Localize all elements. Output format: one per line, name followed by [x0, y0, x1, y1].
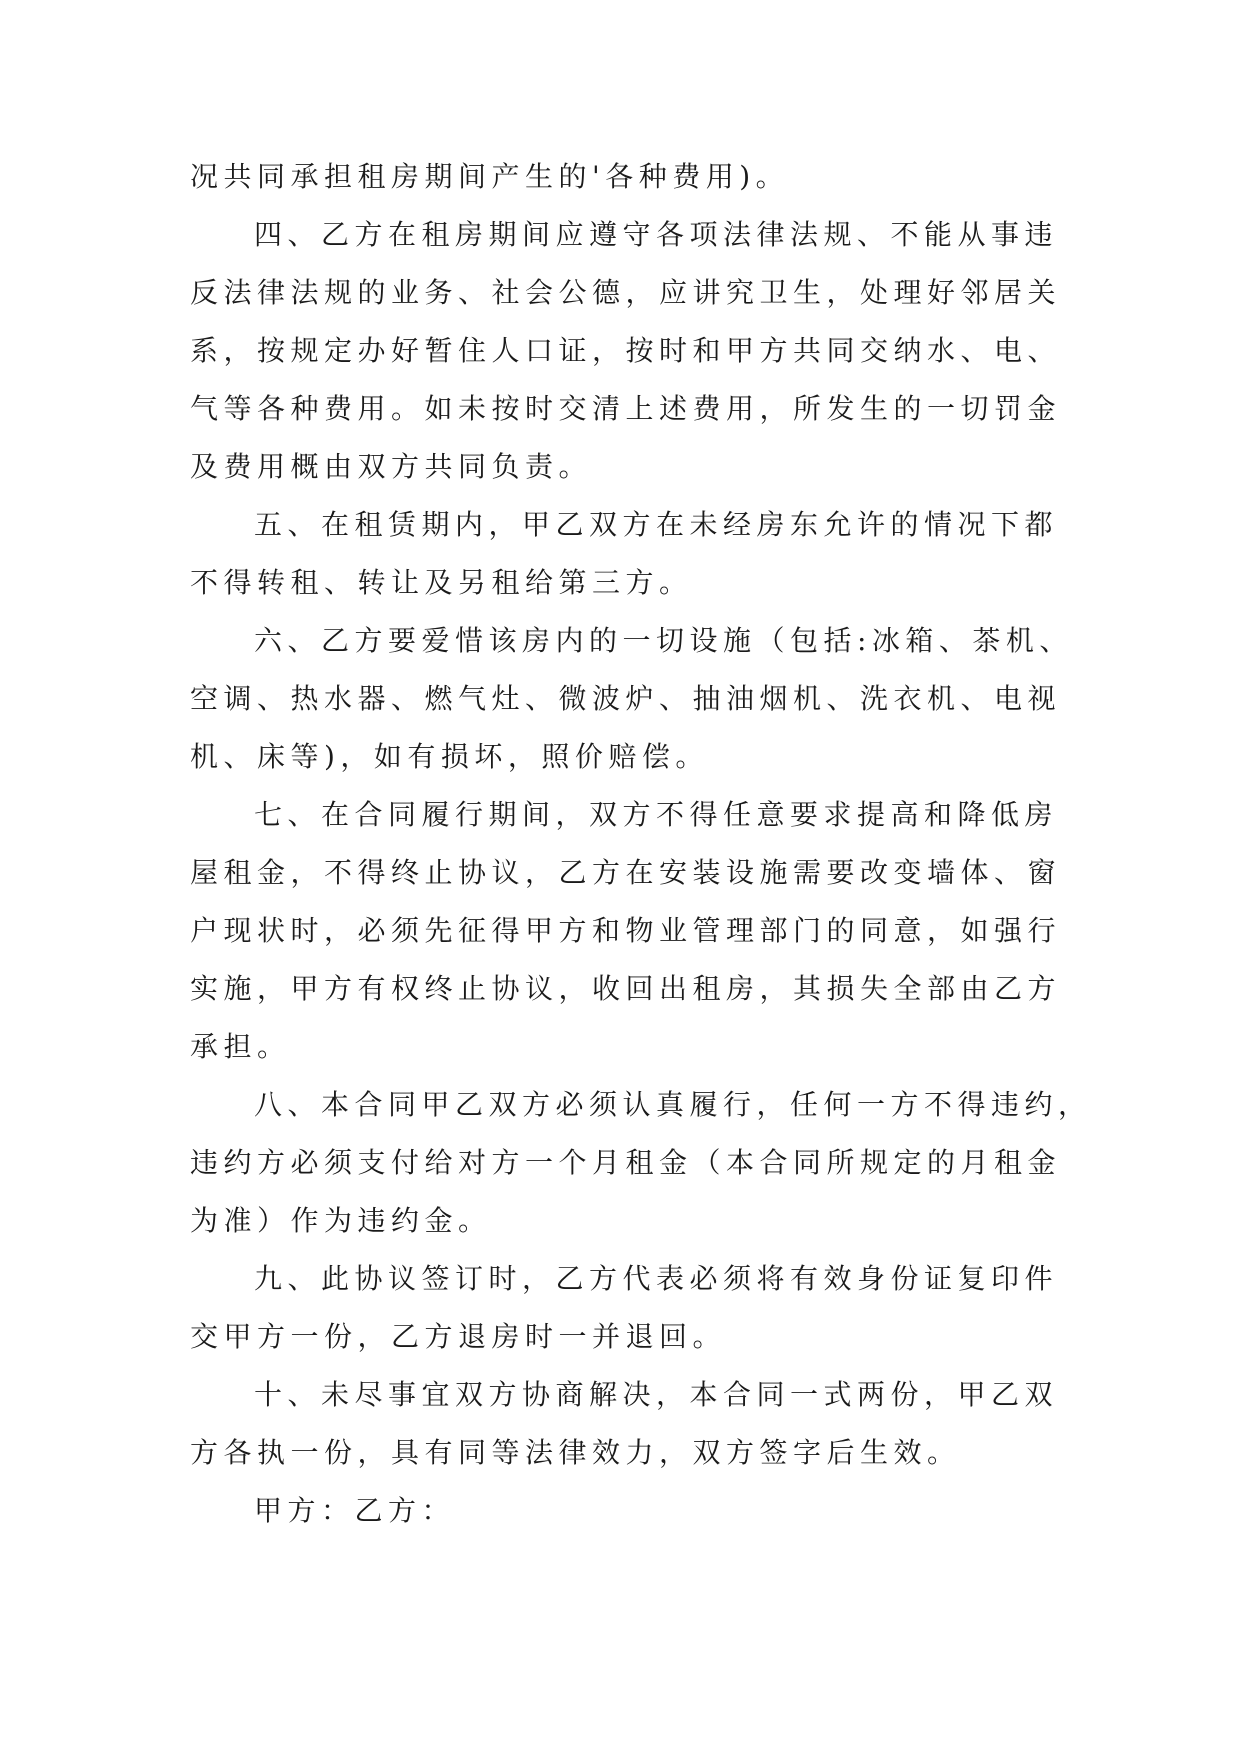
text-line: 空调、热水器、燃气灶、微波炉、抽油烟机、洗衣机、电视: [190, 682, 1062, 715]
clause-seven-line: 七、在合同履行期间，双方不得任意要求提高和降低房: [254, 798, 1059, 831]
text-line: 方各执一份，具有同等法律效力，双方签字后生效。: [190, 1436, 961, 1469]
text-line: 屋租金，不得终止协议，乙方在安装设施需要改变墙体、窗: [190, 856, 1062, 889]
clause-five-line: 五、在租赁期内，甲乙双方在未经房东允许的情况下都: [254, 508, 1059, 541]
clause-nine-line: 九、此协议签订时，乙方代表必须将有效身份证复印件: [254, 1262, 1059, 1295]
text-line: 实施，甲方有权终止协议，收回出租房，其损失全部由乙方: [190, 972, 1062, 1005]
text-line: 况共同承担租房期间产生的'各种费用)。: [190, 160, 790, 193]
text-line: 及费用概由双方共同负责。: [190, 450, 593, 483]
clause-six-line: 六、乙方要爱惜该房内的一切设施（包括:冰箱、茶机、: [254, 624, 1073, 657]
text-line: 气等各种费用。如未按时交清上述费用，所发生的一切罚金: [190, 392, 1062, 425]
clause-four-line: 四、乙方在租房期间应遵守各项法律法规、不能从事违: [254, 218, 1059, 251]
signature-line: 甲方：乙方：: [254, 1494, 456, 1527]
text-line: 不得转租、转让及另租给第三方。: [190, 566, 693, 599]
clause-ten-line: 十、未尽事宜双方协商解决，本合同一式两份，甲乙双: [254, 1378, 1059, 1411]
text-line: 为准）作为违约金。: [190, 1204, 492, 1237]
text-line: 机、床等)，如有损坏，照价赔偿。: [190, 740, 709, 773]
text-line: 违约方必须支付给对方一个月租金（本合同所规定的月租金: [190, 1146, 1062, 1179]
clause-eight-line: 八、本合同甲乙双方必须认真履行，任何一方不得违约，: [254, 1088, 1092, 1121]
text-line: 承担。: [190, 1030, 291, 1063]
text-line: 户现状时，必须先征得甲方和物业管理部门的同意，如强行: [190, 914, 1062, 947]
text-line: 反法律法规的业务、社会公德，应讲究卫生，处理好邻居关: [190, 276, 1062, 309]
text-line: 系，按规定办好暂住人口证，按时和甲方共同交纳水、电、: [190, 334, 1062, 367]
text-line: 交甲方一份，乙方退房时一并退回。: [190, 1320, 727, 1353]
contract-body: [190, 148, 1092, 1540]
